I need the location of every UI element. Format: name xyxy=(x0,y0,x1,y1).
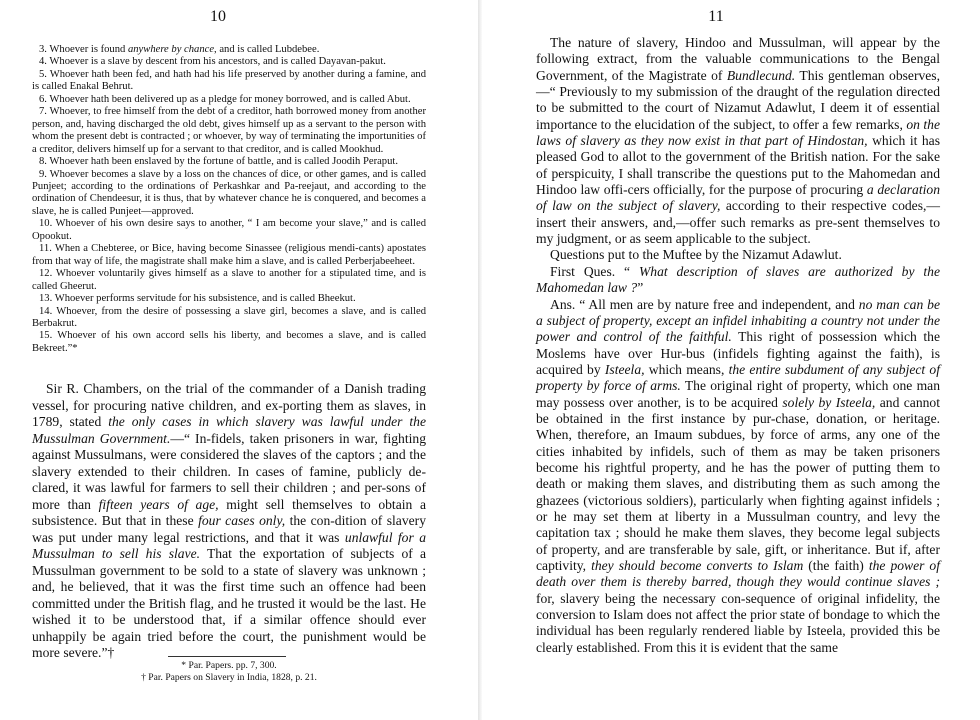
list-item: 11. When a Chebteree, or Bice, having become Sinassee (religious mendi-cants) apostates from that way of life, the magistrate shall make him a slave, and is called Perberjabeeheet. xyxy=(32,243,426,267)
list-item: 7. Whoever, to free himself from the debt of a creditor, hath borrowed money from another person, and, having discharged the old debt, gives himself up as a servant to the person with whom the present debt is contracted ; or whoever, by way of terminating the importunities of a creditor, delivers himself up for a servant to that creditor, and is called Mookhud. xyxy=(32,106,426,155)
footnotes xyxy=(32,660,426,684)
footnote-rule xyxy=(168,656,286,657)
list-item: 5. Whoever hath been fed, and hath had his life preserved by another during a famine, and is called Enakal Behrut. xyxy=(32,68,426,93)
list-item: 9. Whoever becomes a slave by a loss on the chances of dice, or other games, and is called Punjeet; according to the ordinations of Perkashkar and Pa-reejaut, and according to the ordination of Chendeesur, it is thus, that by whatever chance he is conquered, and becomes a slave, he is called Punjeet—approved. xyxy=(32,168,426,217)
question-paragraph: First Ques. “ What description of slaves are authorized by the Mahomedan law ?” xyxy=(536,263,940,296)
right-page-body xyxy=(536,35,940,656)
list-item: 12. Whoever voluntarily gives himself as a slave to another for a stipulated time, and is called Gheerut. xyxy=(32,268,426,292)
body-paragraph: Sir R. Chambers, on the trial of the commander of a Danish trading vessel, for procuring native children, and ex-porting them as slaves, in 1789, stated the only cases in which slavery was lawful under the Mussulman Government.—“ In-fidels, taken prisoners in war, fighting against Mussulmans, were considered the slaves of the captors ; and the slavery extended to their children. In cases of famine, publicly de-clared, it was lawful for farmers to sell their children ; and per-sons of more than fifteen years of age, might sell themselves to obtain a subsistence. But that in these four cases only, the con-dition of slavery was put under many legal restrictions, and that it was unlawful for a Mussulman to sell his slave. That the exportation of subjects of a Mussulman government to be sold to a state of slavery was unknown ; and, he believed, that it was the first time such an offence had been committed under the British flag, and he trusted it would be the last. He wished it to be understood that, if a similar offence should ever unhappily be again tried before the court, the punishment would be more severe.”† xyxy=(32,381,426,660)
page-number: 10 xyxy=(210,8,226,25)
slave-categories-list xyxy=(32,44,426,355)
book-gutter xyxy=(478,0,482,720)
list-item: 13. Whoever performs servitude for his subsistence, and is called Bheekut. xyxy=(39,293,356,305)
list-item: 10. Whoever of his own desire says to another, “ I am become your slave,” and is called Opookut. xyxy=(32,218,426,242)
footnote: * Par. Papers. pp. 7, 300. xyxy=(181,660,277,671)
list-item: 14. Whoever, from the desire of possessing a slave girl, becomes a slave, and is called Berbakrut. xyxy=(32,305,426,329)
list-item: 6. Whoever hath been delivered up as a pledge for money borrowed, and is called Abut. xyxy=(39,93,411,105)
list-item: 8. Whoever hath been enslaved by the fortune of battle, and is called Joodih Peraput. xyxy=(39,156,398,168)
list-item: 4. Whoever is a slave by descent from his ancestors, and is called Dayavan-pakut. xyxy=(39,56,386,68)
footnote: † Par. Papers on Slavery in India, 1828, p. 21. xyxy=(141,672,317,683)
page-number: 11 xyxy=(708,8,724,25)
list-item: 15. Whoever of his own accord sells his liberty, and becomes a slave, and is called Bekreet.”* xyxy=(32,330,426,354)
left-page xyxy=(0,0,476,720)
right-page xyxy=(484,0,980,720)
body-paragraph: The nature of slavery, Hindoo and Mussulman, will appear by the following extract, from the valuable communications to the Bengal Government, of the Magistrate of Bundlecund. This gentleman observes,—“ Previously to my submission of the draught of the regulation directed to be submitted to the court of Nizamut Adawlut, I deem it of essential importance to the elucidation of the subject, to offer a few remarks, on the laws of slavery as they now exist in that part of Hindostan, which it has pleased God to allot to the government of the British nation. For the sake of perspicuity, I shall transcribe the questions put to the Mahomedan and Hindoo law offi-cers officially, for the purpose of procuring a declaration of law on the subject of slavery, according to their respective codes,—insert their answers, and,—offer such remarks as pre-sent themselves to my judgment, or as seem applicable to the subject. xyxy=(536,35,941,247)
list-item: 3. Whoever is found anywhere by chance, and is called Lubdebee. xyxy=(39,44,320,55)
answer-paragraph: Ans. “ All men are by nature free and independent, and no man can be a subject of property, except an infidel inhabiting a country not under the power and control of the faithful. This right of possession which the Moslems have over Hur-bus (infidels fighting against the faith), is acquired by Isteela, which means, the entire subdument of any subject of property by force of arms. The original right of property, which one man may possess over another, is to be acquired solely by Isteela, and cannot be obtained in the first instance by pur-chase, donation, or heritage. When, therefore, an Imaum subdues, by force of arms, any one of the cities inhabited by infidels, such of them as may be taken prisoners become his rightful property, and he has the power of putting them to death or making them slaves, and distributing them as such among the ghazees (victorious soldiers), particularly when fighting against infidels ; or he may set them at liberty in a Mussulman country, and levy the capitation tax ; should he make them slaves, they become legal subjects of property, and are transferable by sale, gift, or inheritance. But if, after captivity, they should become converts to Islam (the faith) the power of death over them is thereby barred, though they would continue slaves ; for, slavery being the necessary con-sequence of original infidelity, the conversion to Islam does not affect the prior state of bondage to which the individual has been regularly rendered liable by Isteela, provided this be clearly established. From this it is evident that the same xyxy=(536,296,940,655)
section-heading: Questions put to the Muftee by the Nizamut Adawlut. xyxy=(550,247,842,263)
chambers-paragraph xyxy=(32,381,426,662)
